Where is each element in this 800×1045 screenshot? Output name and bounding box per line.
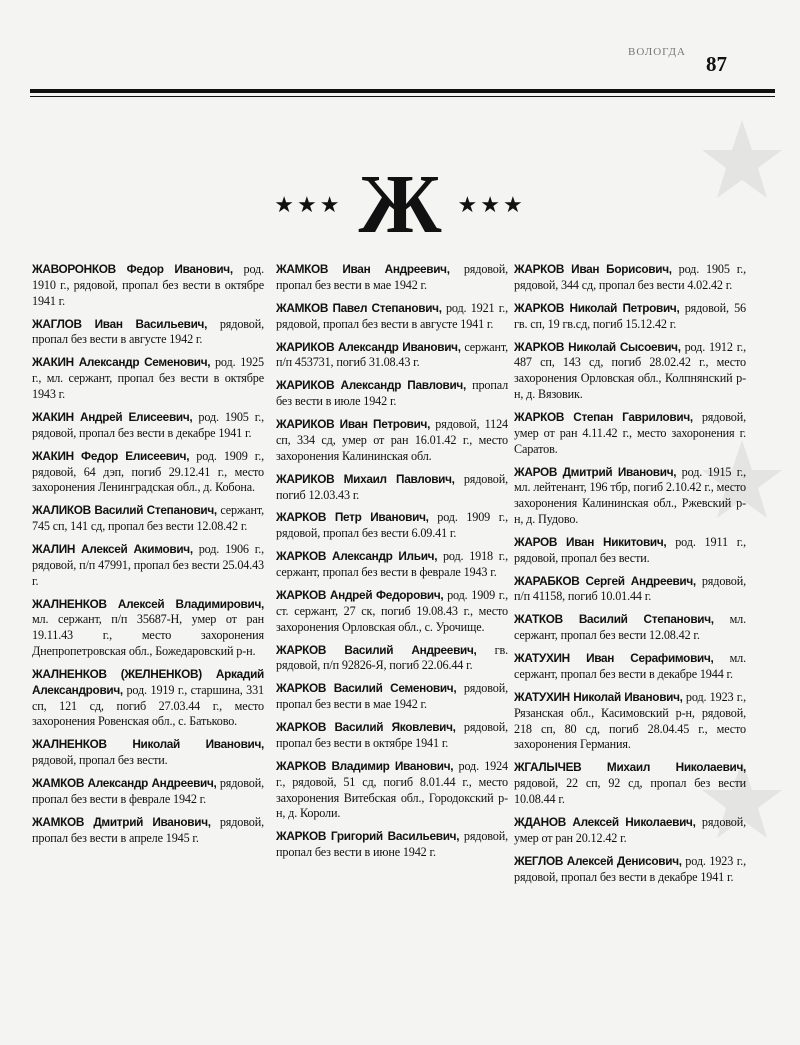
entry-name: ЖАГЛОВ Иван Васильевич, [32, 316, 208, 331]
list-entry [514, 301, 746, 333]
entry-description: рядовой, пропал без вести в мае 1942 г. [276, 262, 508, 292]
entry-name: ЖАРАБКОВ Сергей Андреевич, [514, 573, 696, 588]
entry-description: мл. сержант, пропал без вести в декабре 1944 г. [514, 651, 747, 682]
entry-description: сержант, п/п 453731, погиб 31.08.43 г. [276, 339, 508, 370]
entry-description: рядовой, пропал без вести в мае 1942 г. [276, 681, 508, 712]
entry-name: ЖАРКОВ Василий Яковлевич, [276, 720, 456, 735]
list-entry [32, 815, 264, 847]
list-entry [514, 651, 746, 683]
entry-description: рядовой, умер от ран 20.12.42 г. [514, 814, 746, 845]
list-entry [276, 720, 508, 752]
entry-name: ЖАРИКОВ Иван Петрович, [276, 417, 431, 432]
heading-letter: Ж [358, 158, 442, 251]
header-rule-thin [30, 96, 775, 97]
list-entry [514, 465, 746, 528]
entry-description: рядовой, пропал без вести в феврале 1942 г. [32, 776, 264, 806]
entry-description: мл. сержант, п/п 35687-Н, умер от ран 19.11.43 г., место захоронения Днепропетровская обл., Божедаровский р-н. [32, 612, 264, 659]
entry-name: ЖАРИКОВ Александр Иванович, [276, 339, 461, 354]
list-entry [276, 829, 508, 861]
entry-name: ЖАРКОВ Николай Петрович, [514, 300, 680, 315]
heading-stars-right: ★★★ [457, 192, 526, 217]
running-header: ВОЛОГДА [628, 46, 686, 58]
entry-name: ЖАРКОВ Александр Ильич, [276, 549, 438, 564]
list-entry [276, 378, 508, 410]
list-entry [32, 449, 264, 496]
list-entry [514, 535, 746, 567]
entry-description: род. 1918 г., сержант, пропал без вести в феврале 1943 г. [276, 549, 508, 580]
entry-description: род. 1915 г., мл. лейтенант, 196 тбр, погиб 2.10.42 г., место захоронения Калининская обл., Ржевский р-н, д. Пудово. [514, 464, 747, 526]
entry-description: рядовой, пропал без вести в июне 1942 г. [276, 829, 508, 860]
entry-description: род. 1923 г., рядовой, пропал без вести в декабре 1941 г. [514, 853, 746, 884]
entry-description: сержант, 745 сп, 141 сд, пропал без вести 12.08.42 г. [32, 503, 264, 534]
entry-name: ЖАРОВ Дмитрий Иванович, [514, 464, 677, 479]
entry-name: ЖДАНОВ Алексей Николаевич, [514, 814, 696, 829]
entry-name: ЖЕГЛОВ Алексей Денисович, [514, 853, 682, 868]
list-entry [276, 759, 508, 822]
entry-name: ЖАМКОВ Павел Степанович, [276, 300, 442, 315]
entry-description: род. 1909 г., рядовой, пропал без вести 6.09.41 г. [276, 510, 509, 541]
entry-name: ЖАКИН Александр Семенович, [32, 355, 211, 370]
entry-name: ЖАРКОВ Петр Иванович, [276, 510, 429, 525]
page-number: 87 [706, 52, 727, 76]
list-entry [32, 597, 264, 660]
entry-description: рядовой, 1124 сп, 334 сд, умер от ран 16.01.42 г., место захоронения Калининская обл. [276, 417, 508, 463]
entry-name: ЖАЛИКОВ Василий Степанович, [32, 503, 217, 518]
entry-name: ЖАТУХИН Иван Серафимович, [514, 651, 714, 666]
list-entry [276, 549, 508, 581]
column-2 [276, 262, 508, 868]
list-entry [32, 410, 264, 442]
entry-name: ЖАМКОВ Дмитрий Иванович, [32, 814, 211, 829]
entry-description: рядовой, пропал без вести в октябре 1941 г. [276, 720, 509, 750]
list-entry [514, 612, 746, 644]
list-entry [276, 510, 508, 542]
list-entry [32, 737, 264, 769]
list-entry [276, 301, 508, 333]
entry-name: ЖАРКОВ Андрей Федорович, [276, 588, 444, 603]
entry-description: мл. сержант, пропал без вести 12.08.42 г. [514, 612, 746, 643]
list-entry [276, 643, 508, 675]
list-entry [514, 690, 746, 753]
list-entry [514, 340, 746, 403]
heading-stars-left: ★★★ [274, 192, 343, 217]
entry-description: гв. рядовой, п/п 92826-Я, погиб 22.06.44 г. [276, 642, 509, 673]
entry-description: род. 1905 г., рядовой, пропал без вести в декабре 1941 г. [32, 409, 265, 440]
entry-description: род. 1909 г., рядовой, 64 дэп, погиб 29.12.41 г., место захоронения Ленинградская обл., д. Кобона. [32, 448, 264, 495]
entry-name: ЖАМКОВ Александр Андреевич, [32, 776, 217, 791]
list-entry [32, 776, 264, 808]
entry-description: рядовой, п/п 41158, погиб 10.01.44 г. [514, 573, 746, 604]
entry-name: ЖАРКОВ Василий Андреевич, [276, 642, 477, 657]
list-entry [32, 667, 264, 730]
list-entry [276, 417, 508, 464]
entry-description: род. 1912 г., 487 сп, 143 сд, погиб 28.02.42 г., место захоронения Орловская обл., Колпнянский р-н, д. Вязовик. [514, 339, 747, 401]
entry-name: ЖАРКОВ Степан Гаврилович, [514, 409, 693, 424]
entry-name: ЖАРИКОВ Михаил Павлович, [276, 471, 455, 486]
list-entry [276, 340, 508, 372]
list-entry [514, 760, 746, 807]
list-entry [32, 262, 264, 309]
entry-name: ЖАРКОВ Николай Сысоевич, [514, 339, 681, 354]
entry-description: род. 1921 г., рядовой, пропал без вести в августе 1941 г. [276, 300, 508, 331]
entry-description: пропал без вести в июле 1942 г. [276, 378, 509, 409]
list-entry [32, 355, 264, 402]
entry-description: род. 1923 г., Рязанская обл., Касимовский р-н, рядовой, 218 сп, 80 сд, погиб 28.04.45 г., место захоронения Германия. [514, 690, 746, 752]
list-entry [514, 854, 746, 886]
entry-description: род. 1924 г., рядовой, 51 сд, погиб 8.01.44 г., место захоронения Витебская обл., Городокский р-н, д. Короли. [276, 758, 508, 821]
entry-description: род. 1910 г., рядовой, пропал без вести в октябре 1941 г. [32, 262, 264, 308]
list-entry [514, 410, 746, 457]
entry-description: род. 1919 г., старшина, 331 сп, 121 сд, погиб 27.03.44 г., место захоронения Ровенская обл., с. Батьково. [32, 682, 264, 729]
entry-name: ЖАЛНЕНКОВ Алексей Владимирович, [32, 596, 264, 611]
entry-name: ЖАМКОВ Иван Андреевич, [276, 262, 450, 276]
entry-description: рядовой, пропал без вести в августе 1942 г. [32, 316, 264, 347]
entry-name: ЖАЛНЕНКОВ Николай Иванович, [32, 737, 264, 752]
entry-name: ЖАКИН Федор Елисеевич, [32, 448, 190, 463]
header-rule-thick [30, 89, 775, 93]
entry-name: ЖАРКОВ Владимир Иванович, [276, 758, 454, 773]
entry-description: рядовой, пропал без вести в апреле 1945 г. [32, 814, 264, 845]
entry-name: ЖАЛНЕНКОВ (ЖЕЛНЕНКОВ) Аркадий Александрович, [32, 667, 264, 697]
letter-heading [0, 160, 800, 250]
entry-name: ЖГАЛЫЧЕВ Михаил Николаевич, [514, 760, 746, 775]
entry-description: рядовой, умер от ран 4.11.42 г., место захоронения г. Саратов. [514, 409, 746, 456]
list-entry [514, 815, 746, 847]
entry-name: ЖАРИКОВ Александр Павлович, [276, 378, 466, 393]
column-3 [514, 262, 746, 893]
entry-name: ЖАРКОВ Григорий Васильевич, [276, 829, 460, 844]
column-1 [32, 262, 264, 854]
entry-name: ЖАРКОВ Иван Борисович, [514, 262, 672, 276]
entry-description: рядовой, пропал без вести. [32, 753, 168, 768]
list-entry [276, 472, 508, 504]
entry-name: ЖАКИН Андрей Елисеевич, [32, 409, 193, 424]
list-entry [276, 588, 508, 635]
entry-name: ЖАТКОВ Василий Степанович, [514, 612, 714, 627]
entry-description: род. 1925 г., мл. сержант, пропал без вести в октябре 1943 г. [32, 355, 264, 401]
entry-description: род. 1905 г., рядовой, 344 сд, пропал без вести 4.02.42 г. [514, 262, 746, 292]
list-entry [32, 542, 264, 589]
list-entry [32, 317, 264, 349]
entry-name: ЖАТУХИН Николай Иванович, [514, 690, 683, 705]
entry-description: род. 1909 г., ст. сержант, 27 ск, погиб 19.08.43 г., место захоронения Орловская обл., с. Урочище. [276, 588, 508, 634]
entry-name: ЖАРКОВ Василий Семенович, [276, 681, 457, 696]
entry-description: род. 1906 г., рядовой, п/п 47991, пропал без вести 25.04.43 г. [32, 542, 264, 588]
list-entry [514, 262, 746, 294]
entry-description: рядовой, 22 сп, 92 сд, пропал без вести 10.08.44 г. [514, 776, 746, 806]
entry-name: ЖАВОРОНКОВ Федор Иванович, [32, 262, 233, 276]
list-entry [514, 574, 746, 606]
entry-description: рядовой, погиб 12.03.43 г. [276, 471, 508, 502]
list-entry [276, 681, 508, 713]
entry-name: ЖАРОВ Иван Никитович, [514, 534, 667, 549]
list-entry [32, 503, 264, 535]
list-entry [276, 262, 508, 294]
entry-description: род. 1911 г., рядовой, пропал без вести. [514, 534, 746, 565]
entry-description: рядовой, 56 гв. сп, 19 гв.сд, погиб 15.12.42 г. [514, 300, 746, 331]
entry-name: ЖАЛИН Алексей Акимович, [32, 542, 193, 557]
